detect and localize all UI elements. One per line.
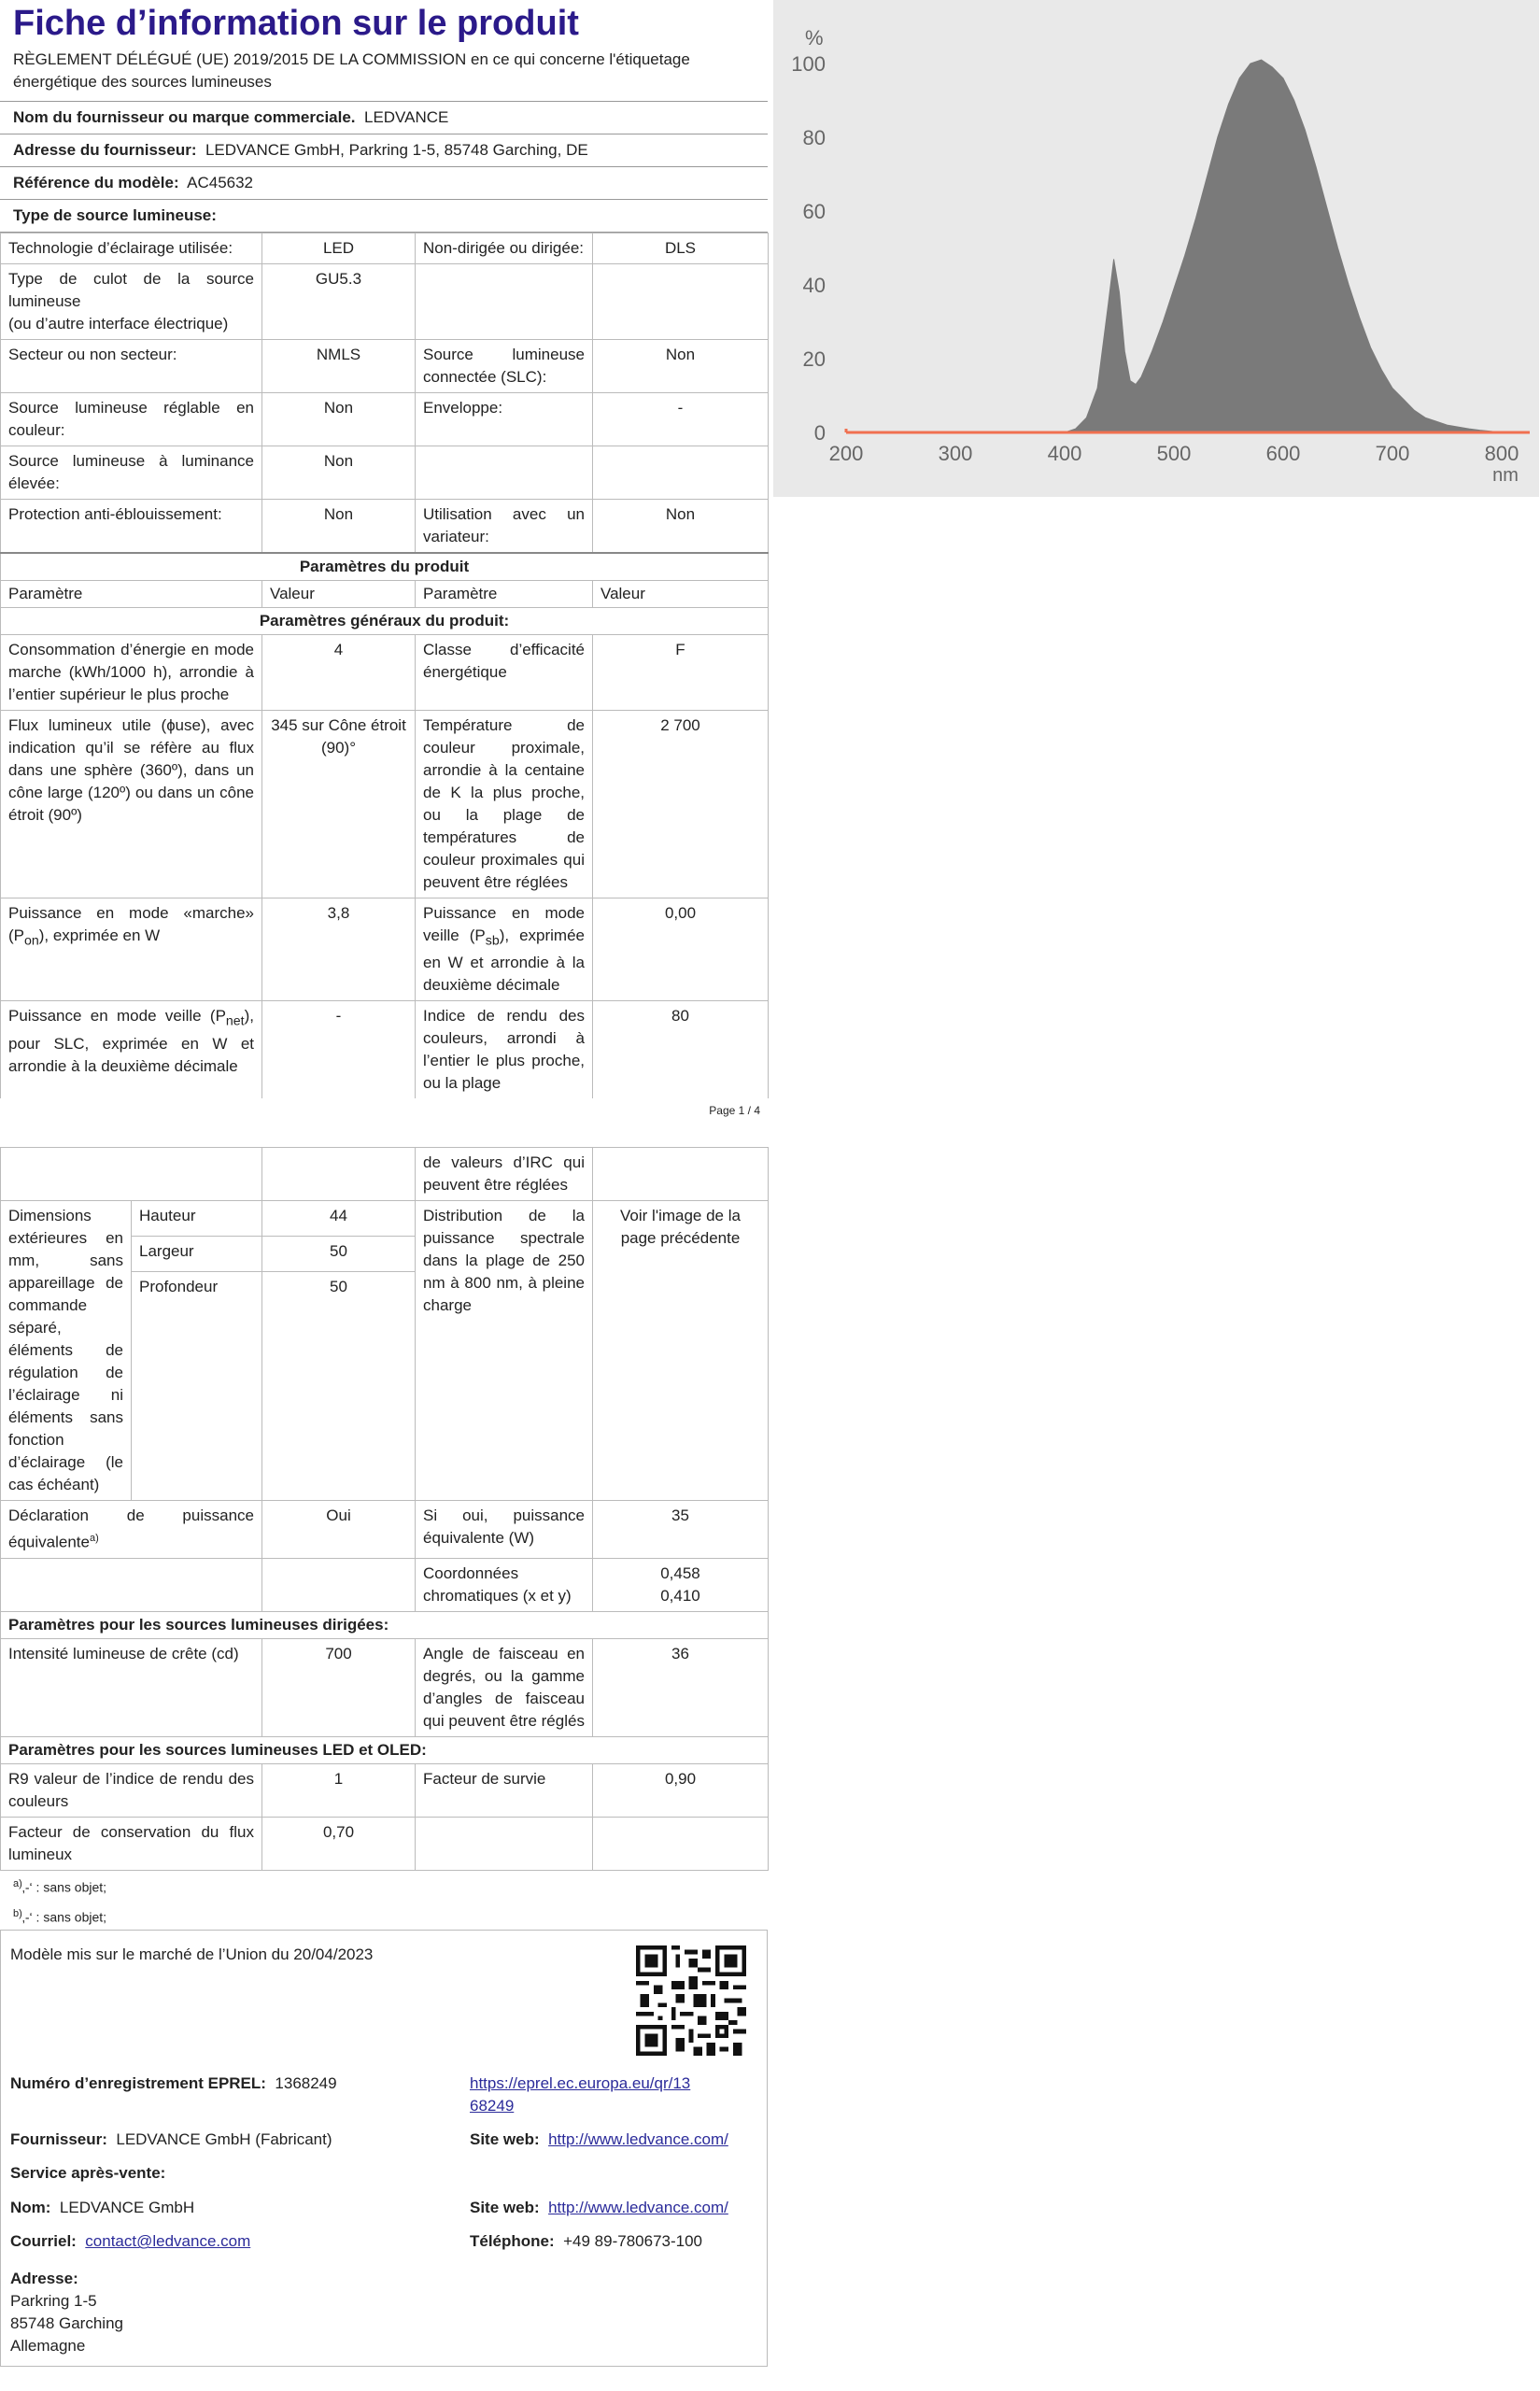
color-tunable-value: Non bbox=[262, 393, 416, 446]
dimensions-label: Dimensions extérieures en mm, sans appareillage de commande séparé, éléments de régulation de l’éclairage ni éléments sans fonction d’éclairage (le cas échéant) bbox=[1, 1201, 132, 1501]
empty-cell bbox=[416, 446, 593, 500]
equiv-value: Oui bbox=[262, 1501, 416, 1559]
psb-label bbox=[416, 898, 593, 1001]
eprel-label: Numéro d’enregistrement EPREL: bbox=[10, 2074, 266, 2093]
pon-label-a: Puissance en mode «marche» (P bbox=[8, 904, 254, 944]
mains-value: NMLS bbox=[262, 340, 416, 393]
r9-value: 1 bbox=[262, 1764, 416, 1818]
y-tick-labels bbox=[791, 52, 826, 445]
envelope-value: - bbox=[593, 393, 769, 446]
y-tick-label: 0 bbox=[813, 421, 826, 445]
fournisseur-site-row bbox=[470, 2129, 728, 2151]
fournisseur-value: LEDVANCE GmbH (Fabricant) bbox=[116, 2130, 332, 2149]
psb-label-b: ), exprimée en W et arrondie à la deuxième décimale bbox=[423, 927, 586, 995]
pon-value: 3,8 bbox=[262, 898, 416, 1001]
table-row bbox=[1, 898, 769, 1001]
efficiency-class-value: F bbox=[593, 635, 769, 711]
service-heading bbox=[10, 2162, 165, 2185]
equiv-power-value: 35 bbox=[593, 1501, 769, 1559]
pnet-label bbox=[1, 1001, 262, 1099]
table-row bbox=[1, 1559, 769, 1612]
energy-label: Consommation d’énergie en mode marche (kWh/1000 h), arrondie à l’entier supérieur le plus proche bbox=[1, 635, 262, 711]
empty-cell bbox=[593, 264, 769, 340]
footnote-b-sup: b) bbox=[13, 1907, 22, 1919]
product-sheet bbox=[0, 0, 768, 2367]
nom-label: Nom: bbox=[10, 2199, 51, 2217]
cct-label: Température de couleur proximale, arrondie à la centaine de K la plus proche, ou la plage de températures de couleur proximales qui peuvent être réglées bbox=[416, 711, 593, 898]
header-param-1: Paramètre bbox=[1, 581, 262, 608]
x-tick-label: 300 bbox=[938, 442, 973, 465]
spectral-chart-svg bbox=[773, 0, 1539, 497]
height-value: 44 bbox=[262, 1201, 416, 1237]
energy-value: 4 bbox=[262, 635, 416, 711]
model-ref-value: AC45632 bbox=[187, 174, 254, 191]
product-params-heading: Paramètres du produit bbox=[1, 553, 769, 581]
table-row bbox=[1, 233, 769, 264]
y-tick-label: 60 bbox=[802, 200, 826, 223]
table-row bbox=[1, 1639, 769, 1737]
eprel-link-line1[interactable]: https://eprel.ec.europa.eu/qr/13 bbox=[470, 2074, 691, 2093]
empty-cell bbox=[262, 1148, 416, 1201]
pon-label-sub: on bbox=[24, 933, 39, 949]
page-number: Page 1 / 4 bbox=[709, 1104, 760, 1118]
courriel-label: Courriel: bbox=[10, 2232, 77, 2251]
courriel-link[interactable]: contact@ledvance.com bbox=[85, 2232, 251, 2251]
pon-label bbox=[1, 898, 262, 1001]
x-tick-label: 800 bbox=[1484, 442, 1519, 465]
pnet-label-b: ), pour SLC, exprimée en W et arrondie à la deuxième décimale bbox=[8, 1007, 254, 1075]
pnet-label-a: Puissance en mode veille (P bbox=[8, 1007, 226, 1026]
supplier-address-value: LEDVANCE GmbH, Parkring 1-5, 85748 Garching, DE bbox=[205, 141, 588, 159]
psb-label-sub: sb bbox=[485, 933, 500, 949]
header-value-1: Valeur bbox=[262, 581, 416, 608]
general-params-heading: Paramètres généraux du produit: bbox=[1, 608, 769, 635]
table-row bbox=[1, 340, 769, 393]
maintenance-label: Facteur de conservation du flux lumineux bbox=[1, 1818, 262, 1871]
table-row bbox=[1, 1001, 769, 1099]
table-row bbox=[1, 1148, 769, 1201]
survival-label: Facteur de survie bbox=[416, 1764, 593, 1818]
light-source-type-label: Type de source lumineuse: bbox=[13, 206, 217, 224]
nom-site-row bbox=[470, 2197, 728, 2219]
survival-value: 0,90 bbox=[593, 1764, 769, 1818]
table-row bbox=[1, 1501, 769, 1559]
directed-label: Non-dirigée ou dirigée: bbox=[416, 233, 593, 264]
dimmer-label: Utilisation avec un variateur: bbox=[416, 500, 593, 554]
efficiency-class-label: Classe d’efficacité énergétique bbox=[416, 635, 593, 711]
peak-intensity-label: Intensité lumineuse de crête (cd) bbox=[1, 1639, 262, 1737]
y-tick-label: 80 bbox=[802, 126, 826, 149]
table-row bbox=[1, 711, 769, 898]
empty-cell bbox=[1, 1148, 262, 1201]
fournisseur-site-label: Site web: bbox=[470, 2130, 540, 2149]
spec-table-1 bbox=[0, 233, 769, 1098]
beam-angle-value: 36 bbox=[593, 1639, 769, 1737]
psb-value: 0,00 bbox=[593, 898, 769, 1001]
color-tunable-label: Source lumineuse réglable en couleur: bbox=[1, 393, 262, 446]
empty-cell bbox=[416, 1818, 593, 1871]
peak-intensity-value: 700 bbox=[262, 1639, 416, 1737]
courriel-row bbox=[10, 2230, 250, 2253]
width-value: 50 bbox=[262, 1237, 416, 1272]
table-row bbox=[1, 635, 769, 711]
supplier-address-row bbox=[0, 134, 768, 167]
cct-value: 2 700 bbox=[593, 711, 769, 898]
y-axis-label: % bbox=[805, 26, 824, 50]
psb-label-a: Puissance en mode veille (P bbox=[423, 904, 585, 944]
market-date: Modèle mis sur le marché de l’Union du 20/04/2023 bbox=[10, 1945, 374, 1964]
empty-cell bbox=[1, 1559, 262, 1612]
supplier-name-label: Nom du fournisseur ou marque commerciale. bbox=[13, 108, 356, 126]
cap-value: GU5.3 bbox=[262, 264, 416, 340]
x-axis-unit: nm bbox=[1492, 465, 1519, 486]
x-tick-labels bbox=[829, 442, 1519, 465]
page-title: Fiche d’information sur le produit bbox=[13, 4, 579, 43]
adresse-line1: Parkring 1-5 bbox=[10, 2292, 97, 2311]
adresse-label: Adresse: bbox=[10, 2270, 78, 2288]
spectral-area bbox=[1065, 60, 1502, 432]
qr-code-icon[interactable] bbox=[636, 1945, 746, 2056]
spd-label: Distribution de la puissance spectrale dans la plage de 250 nm à 800 nm, à pleine charge bbox=[416, 1201, 593, 1501]
r9-label: R9 valeur de l’indice de rendu des couleurs bbox=[1, 1764, 262, 1818]
eprel-link-line2[interactable]: 68249 bbox=[470, 2097, 515, 2115]
x-tick-label: 700 bbox=[1375, 442, 1410, 465]
empty-cell bbox=[416, 264, 593, 340]
model-ref-row bbox=[0, 167, 768, 200]
beam-angle-label: Angle de faisceau en degrés, ou la gamme d’angles de faisceau qui peuvent être réglés bbox=[416, 1639, 593, 1737]
flux-value: 345 sur Cône étroit (90)° bbox=[262, 711, 416, 898]
supplier-name-value: LEDVANCE bbox=[363, 108, 449, 126]
pnet-label-sub: net bbox=[225, 1013, 245, 1029]
chroma-y: 0,410 bbox=[660, 1587, 700, 1606]
table-row bbox=[1, 264, 769, 340]
directed-value: DLS bbox=[593, 233, 769, 264]
telephone-label: Téléphone: bbox=[470, 2232, 555, 2251]
supplier-name-row bbox=[0, 102, 768, 134]
adresse-line2: 85748 Garching bbox=[10, 2314, 123, 2333]
footnote-a bbox=[0, 1871, 768, 1901]
table-row bbox=[1, 608, 769, 635]
nom-value: LEDVANCE GmbH bbox=[59, 2199, 195, 2217]
envelope-label: Enveloppe: bbox=[416, 393, 593, 446]
chroma-x: 0,458 bbox=[660, 1564, 700, 1583]
high-luminance-label: Source lumineuse à luminance élevée: bbox=[1, 446, 262, 500]
height-label: Hauteur bbox=[132, 1201, 262, 1237]
empty-cell bbox=[593, 446, 769, 500]
depth-value: 50 bbox=[262, 1272, 416, 1501]
y-tick-label: 20 bbox=[802, 347, 826, 371]
table-row bbox=[1, 553, 769, 581]
mains-label: Secteur ou non secteur: bbox=[1, 340, 262, 393]
nom-site-label: Site web: bbox=[470, 2199, 540, 2217]
table-row bbox=[1, 1818, 769, 1871]
pnet-value: - bbox=[262, 1001, 416, 1099]
empty-cell bbox=[593, 1818, 769, 1871]
cri-label: Indice de rendu des couleurs, arrondi à l’entier le plus proche, ou la plage bbox=[416, 1001, 593, 1099]
y-tick-label: 100 bbox=[791, 52, 826, 76]
cap-label-line2: (ou d’autre interface électrique) bbox=[8, 315, 229, 332]
service-heading-text: Service après-vente: bbox=[10, 2164, 166, 2183]
depth-label: Profondeur bbox=[132, 1272, 262, 1501]
nom-row bbox=[10, 2197, 194, 2219]
table-row bbox=[1, 393, 769, 446]
supplier-address-label: Adresse du fournisseur: bbox=[13, 141, 197, 159]
slc-value: Non bbox=[593, 340, 769, 393]
maintenance-value: 0,70 bbox=[262, 1818, 416, 1871]
spectral-chart bbox=[773, 0, 1539, 497]
model-ref-label: Référence du modèle: bbox=[13, 174, 179, 191]
light-source-type-row bbox=[0, 200, 768, 233]
cri-value: 80 bbox=[593, 1001, 769, 1099]
dimmer-value: Non bbox=[593, 500, 769, 554]
table-row bbox=[1, 1737, 769, 1764]
footnote-a-sup: a) bbox=[13, 1878, 22, 1890]
nom-site-link[interactable]: http://www.ledvance.com/ bbox=[548, 2199, 728, 2217]
cap-label bbox=[1, 264, 262, 340]
footnote-b bbox=[0, 1901, 768, 1931]
x-tick-label: 400 bbox=[1047, 442, 1082, 465]
table-row bbox=[1, 1764, 769, 1818]
tech-label: Technologie d’éclairage utilisée: bbox=[1, 233, 262, 264]
led-params-heading: Paramètres pour les sources lumineuses LED et OLED: bbox=[1, 1737, 769, 1764]
equiv-power-label: Si oui, puissance équivalente (W) bbox=[416, 1501, 593, 1559]
telephone-row bbox=[470, 2230, 702, 2253]
fournisseur-row bbox=[10, 2129, 332, 2151]
high-luminance-value: Non bbox=[262, 446, 416, 500]
x-tick-label: 200 bbox=[828, 442, 864, 465]
glare-label: Protection anti-éblouissement: bbox=[1, 500, 262, 554]
spd-value: Voir l'image de la page précédente bbox=[593, 1201, 769, 1501]
width-label: Largeur bbox=[132, 1237, 262, 1272]
directed-params-heading: Paramètres pour les sources lumineuses dirigées: bbox=[1, 1612, 769, 1639]
table-row bbox=[1, 1612, 769, 1639]
footnote-a-text: ‚-‘ : sans objet; bbox=[21, 1879, 107, 1895]
footnote-b-text: ‚-‘ : sans objet; bbox=[21, 1909, 107, 1925]
tech-value: LED bbox=[262, 233, 416, 264]
eprel-row bbox=[10, 2073, 337, 2095]
glare-value: Non bbox=[262, 500, 416, 554]
equiv-label-text: Déclaration de puissance équivalente bbox=[8, 1507, 254, 1552]
x-tick-label: 500 bbox=[1156, 442, 1192, 465]
table-row bbox=[1, 500, 769, 554]
x-tick-label: 600 bbox=[1265, 442, 1301, 465]
cap-label-line1: Type de culot de la source lumineuse bbox=[8, 270, 254, 310]
empty-cell bbox=[262, 1559, 416, 1612]
registration-box bbox=[0, 1930, 768, 2367]
regulation-subtitle: RÈGLEMENT DÉLÉGUÉ (UE) 2019/2015 DE LA COMMISSION en ce qui concerne l'étiquetage énergétique des sources lumineuses bbox=[0, 49, 768, 102]
chroma-label: Coordonnées chromatiques (x et y) bbox=[416, 1559, 593, 1612]
table-row bbox=[1, 581, 769, 608]
pon-label-b: ), exprimée en W bbox=[38, 927, 161, 944]
slc-label: Source lumineuse connectée (SLC): bbox=[416, 340, 593, 393]
chroma-value bbox=[593, 1559, 769, 1612]
table-row bbox=[1, 1201, 769, 1237]
equiv-label bbox=[1, 1501, 262, 1559]
eprel-link[interactable] bbox=[470, 2073, 690, 2117]
table-row bbox=[1, 446, 769, 500]
flux-label: Flux lumineux utile (ɸuse), avec indication qu’il se réfère au flux dans une sphère (360º), dans un cône large (120º) ou dans un cône étroit (90º) bbox=[1, 711, 262, 898]
equiv-label-sup: a) bbox=[89, 1533, 99, 1545]
page-break bbox=[0, 1098, 768, 1147]
spec-table-2 bbox=[0, 1147, 769, 1871]
cri-label-cont: de valeurs d’IRC qui peuvent être réglées bbox=[416, 1148, 593, 1201]
adresse-line3: Allemagne bbox=[10, 2337, 86, 2356]
header-value-2: Valeur bbox=[593, 581, 769, 608]
header-param-2: Paramètre bbox=[416, 581, 593, 608]
adresse-block bbox=[10, 2268, 123, 2357]
empty-cell bbox=[593, 1148, 769, 1201]
fournisseur-site-link[interactable]: http://www.ledvance.com/ bbox=[548, 2130, 728, 2149]
eprel-value: 1368249 bbox=[275, 2074, 337, 2093]
y-tick-label: 40 bbox=[802, 274, 826, 297]
fournisseur-label: Fournisseur: bbox=[10, 2130, 107, 2149]
telephone-value: +49 89-780673-100 bbox=[563, 2232, 703, 2251]
